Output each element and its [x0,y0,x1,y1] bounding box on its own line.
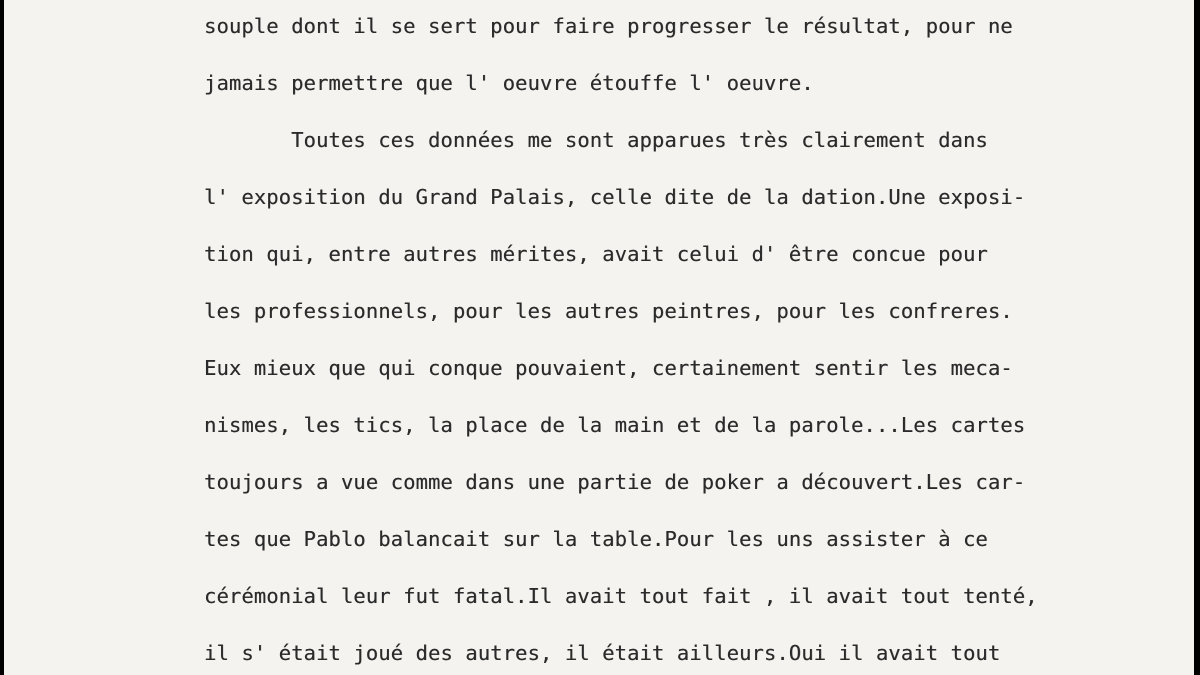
text-line: tes que Pablo balancait sur la table.Pour les uns assister à ce [204,527,988,551]
text-line: jamais permettre que l' oeuvre étouffe l' oeuvre. [204,71,814,95]
typewritten-page [4,0,1194,675]
text-line: il s' était joué des autres, il était ailleurs.Oui il avait tout [204,641,1001,665]
text-line: l' exposition du Grand Palais, celle dite de la dation.Une exposi- [204,185,1026,209]
right-scan-border [1194,0,1200,675]
text-line: toujours a vue comme dans une partie de poker a découvert.Les car- [204,470,1026,494]
text-line: cérémonial leur fut fatal.Il avait tout fait , il avait tout tenté, [204,584,1038,608]
text-line: Toutes ces données me sont apparues très clairement dans [204,128,988,152]
page-body [204,0,1194,675]
text-line: souple dont il se sert pour faire progresser le résultat, pour ne [204,14,1013,38]
text-line: tion qui, entre autres mérites, avait celui d' être concue pour [204,242,988,266]
text-line: Eux mieux que qui conque pouvaient, certainement sentir les meca- [204,356,1013,380]
text-line: les professionnels, pour les autres peintres, pour les confreres. [204,299,1013,323]
text-line: nismes, les tics, la place de la main et de la parole...Les cartes [204,413,1026,437]
